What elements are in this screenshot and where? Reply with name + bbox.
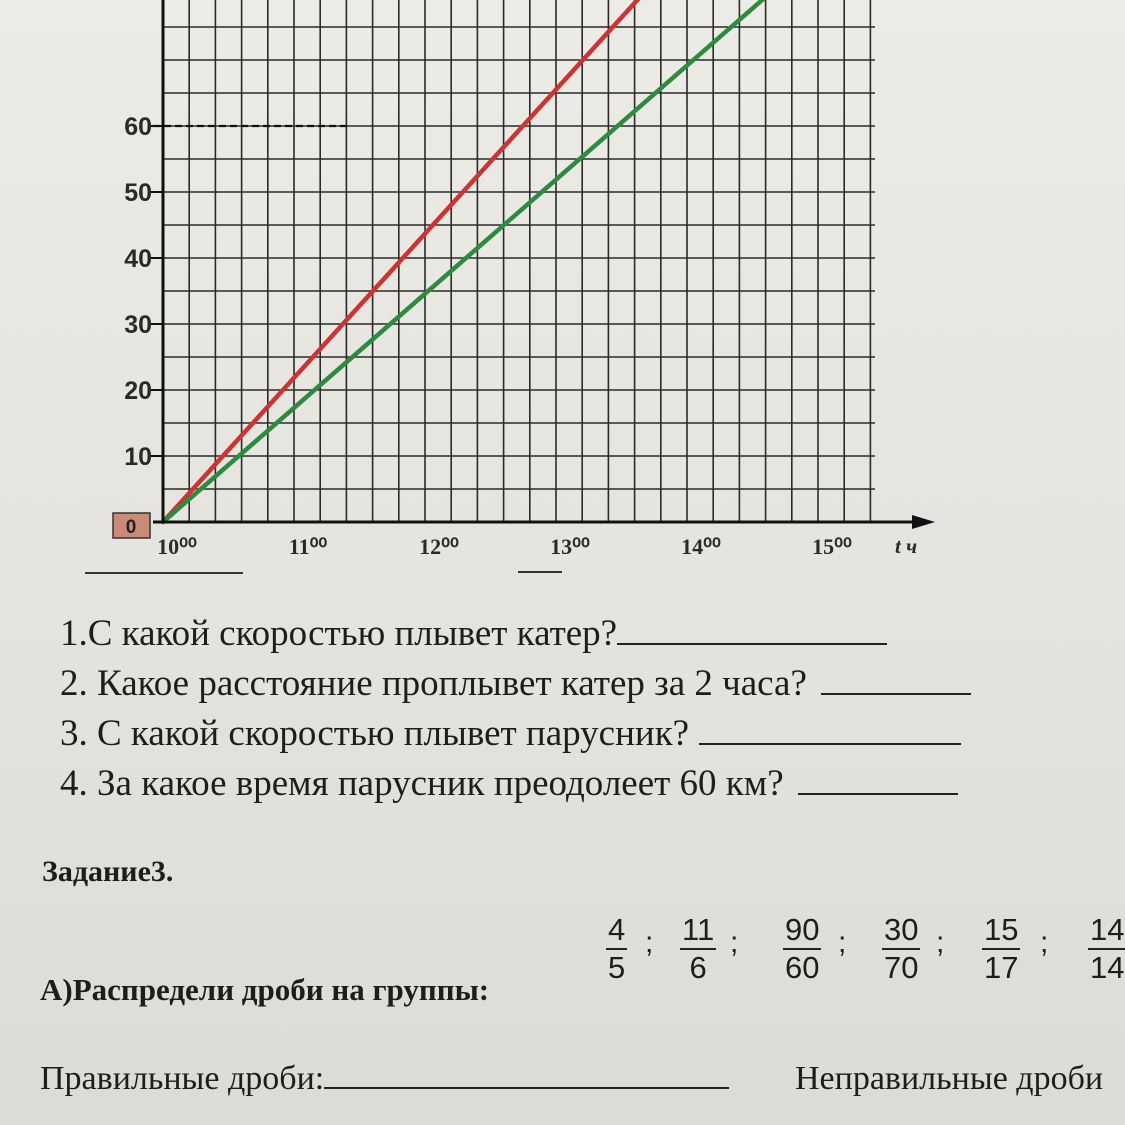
question-3-text: 3. С какой скоростью плывет парусник? — [60, 713, 690, 754]
separator-3: ; — [838, 926, 847, 959]
y-tick-label-40: 40 — [124, 245, 152, 273]
x-axis-arrow — [912, 515, 935, 529]
fraction-2 — [680, 912, 716, 986]
question-4 — [60, 762, 958, 805]
question-4-text: 4. За какое время парусник преодолеет 60 км? — [60, 763, 784, 804]
fraction-2-numerator: 11 — [680, 912, 716, 950]
x-tick-label-5: 15⁰⁰ — [812, 534, 852, 559]
fraction-6-numerator: 14 — [1088, 912, 1125, 950]
separator-4: ; — [936, 926, 945, 959]
fraction-6 — [1088, 912, 1125, 986]
x-tick-label-3: 13⁰⁰ — [550, 534, 590, 559]
chart-grid — [163, 0, 875, 522]
fraction-5-numerator: 15 — [982, 912, 1020, 950]
separator-2: ; — [730, 926, 739, 959]
y-tick-label-30: 30 — [124, 311, 152, 339]
question-1-text: 1.С какой скоростью плывет катер? — [60, 613, 618, 654]
x-tick-label-1: 11⁰⁰ — [288, 534, 328, 559]
answer-blank-4[interactable] — [798, 792, 958, 795]
subtask-label: А)Распредели дроби на группы: — [40, 972, 490, 1007]
question-1 — [60, 612, 887, 655]
fraction-1-numerator: 4 — [606, 912, 627, 950]
x-axis-label: t ч — [895, 534, 918, 558]
separator-5: ; — [1040, 926, 1049, 959]
proper-fractions-blank[interactable] — [324, 1086, 729, 1089]
y-tick-labels — [113, 113, 163, 538]
fraction-1-denominator: 5 — [608, 950, 626, 985]
answer-blank-3[interactable] — [699, 742, 961, 745]
question-2-text: 2. Какое расстояние проплывет катер за 2 часа? — [60, 663, 807, 704]
fraction-3-denominator: 60 — [785, 950, 820, 985]
fraction-4-denominator: 70 — [884, 950, 919, 985]
proper-fractions-label: Правильные дроби: — [40, 1060, 325, 1097]
y-tick-label-0: 0 — [125, 517, 137, 538]
x-tick-label-4: 14⁰⁰ — [681, 534, 721, 559]
series-line-1 — [163, 0, 661, 522]
y-tick-label-20: 20 — [124, 377, 152, 405]
x-tick-label-2: 12⁰⁰ — [419, 534, 459, 559]
decorative-underlines — [85, 572, 562, 573]
fraction-4 — [882, 912, 920, 986]
fraction-3 — [783, 912, 821, 986]
fraction-1 — [606, 912, 627, 986]
x-tick-label-0: 10⁰⁰ — [157, 534, 197, 559]
fraction-5 — [982, 912, 1020, 986]
fraction-2-denominator: 6 — [689, 950, 707, 985]
fraction-5-denominator: 17 — [984, 950, 1019, 985]
answer-blank-2[interactable] — [821, 692, 971, 695]
proper-fractions-row — [40, 1060, 729, 1098]
question-2 — [60, 662, 971, 705]
fraction-6-denominator: 14 — [1090, 950, 1125, 985]
y-tick-label-50: 50 — [124, 179, 152, 207]
task-title: Задание3. — [42, 855, 174, 888]
fraction-3-numerator: 90 — [783, 912, 821, 950]
answer-blank-1[interactable] — [617, 642, 887, 645]
improper-fractions-label: Неправильные дроби — [795, 1060, 1104, 1097]
question-3 — [60, 712, 961, 755]
fraction-4-numerator: 30 — [882, 912, 920, 950]
y-tick-label-10: 10 — [124, 443, 152, 471]
y-tick-label-60: 60 — [124, 113, 152, 141]
separator-1: ; — [645, 926, 654, 959]
x-tick-labels — [157, 534, 917, 559]
